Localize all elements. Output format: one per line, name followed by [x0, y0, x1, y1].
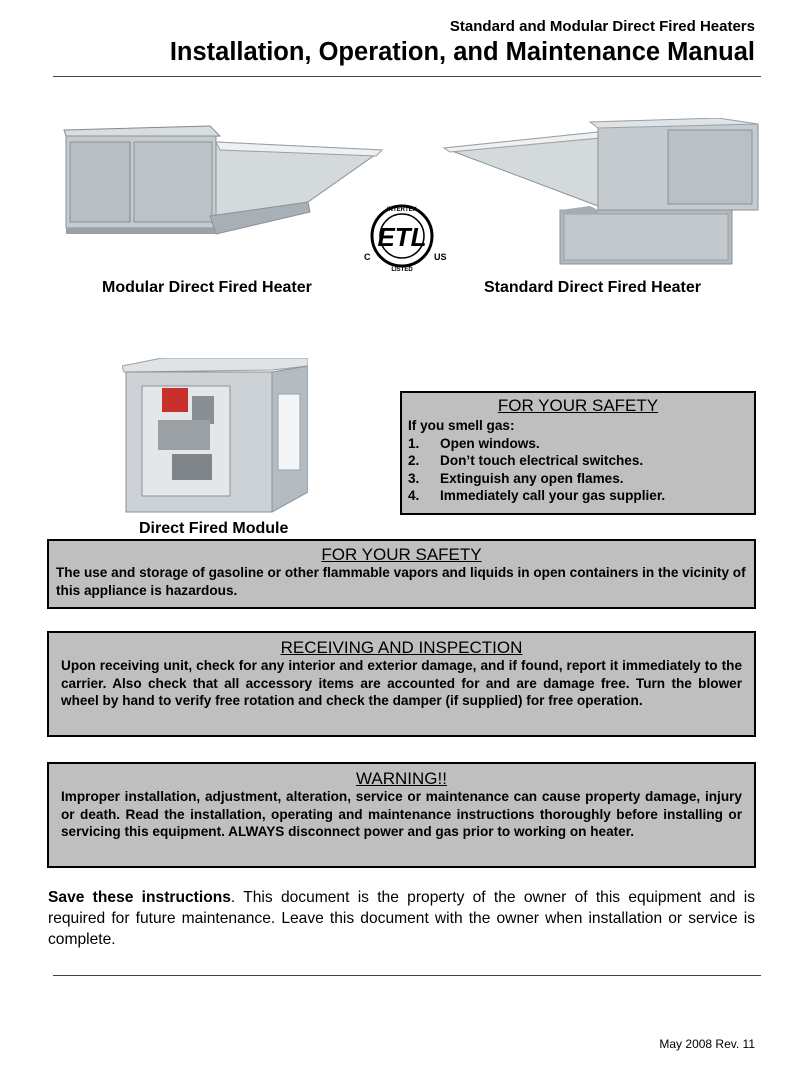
standard-heater-image: [440, 118, 766, 270]
revision-date: May 2008 Rev. 11: [659, 1037, 755, 1051]
header-divider: [53, 76, 761, 77]
modular-heater-caption: Modular Direct Fired Heater: [102, 279, 312, 296]
list-item: 4. Immediately call your gas supplier.: [408, 488, 666, 503]
etl-left-text: C: [364, 252, 371, 262]
safety-vapors-heading: FOR YOUR SAFETY: [321, 545, 482, 564]
direct-fired-module-image: [122, 358, 308, 520]
standard-heater-caption: Standard Direct Fired Heater: [484, 279, 701, 296]
etl-bottom-text: LISTED: [391, 267, 413, 273]
list-item: 1. Open windows.: [408, 435, 540, 451]
save-instructions-paragraph: [48, 887, 755, 950]
list-item: 2. Don’t touch electrical switches.: [408, 453, 644, 468]
modular-heater-image: [60, 112, 390, 240]
warning-text: Improper installation, adjustment, alteration, service or maintenance can cause property damage, injury or death. Read the installation, operating and maintenance instructions thoroughly before installing or servicing this equipment. ALWAYS disconnect power and gas prior to working on heater.: [61, 789, 742, 839]
direct-fired-module-caption: Direct Fired Module: [139, 520, 289, 537]
warning-heading: WARNING!!: [356, 769, 447, 788]
save-instructions-lead: Save these instructions: [48, 889, 231, 906]
document-title: Installation, Operation, and Maintenance Manual: [169, 38, 755, 66]
etl-right-text: US: [434, 252, 447, 262]
safety-vapors-box: [47, 539, 756, 609]
list-item: 3. Extinguish any open flames.: [408, 470, 624, 486]
safety-gas-box: [400, 391, 756, 515]
etl-top-text: INTERTEK: [387, 207, 417, 213]
footer-divider: [53, 975, 761, 976]
warning-box: [47, 762, 756, 868]
document-subtitle: Standard and Modular Direct Fired Heaters: [449, 18, 755, 35]
receiving-inspection-text: Upon receiving unit, check for any interior and exterior damage, and if found, report it immediately to the carrier. Also check that all accessory items are accounted for and are damage free. Turn the blower wheel by hand to verify free rotation and check the damper (if supplied) for free operation.: [61, 658, 742, 708]
receiving-inspection-box: [47, 631, 756, 737]
receiving-inspection-heading: RECEIVING AND INSPECTION: [280, 638, 523, 657]
safety-gas-intro: If you smell gas:: [408, 418, 515, 433]
safety-vapors-text: The use and storage of gasoline or other flammable vapors and liquids in open containers in the vicinity of this appliance is hazardous.: [56, 565, 746, 598]
etl-center-text: ETL: [377, 222, 427, 252]
save-instructions-text: . This document is the property of the owner of this equipment and is required for future maintenance. Leave this document with the owner when installation or service is complete.: [48, 889, 755, 948]
safety-gas-list: [408, 435, 748, 505]
safety-gas-heading: FOR YOUR SAFETY: [497, 396, 659, 415]
